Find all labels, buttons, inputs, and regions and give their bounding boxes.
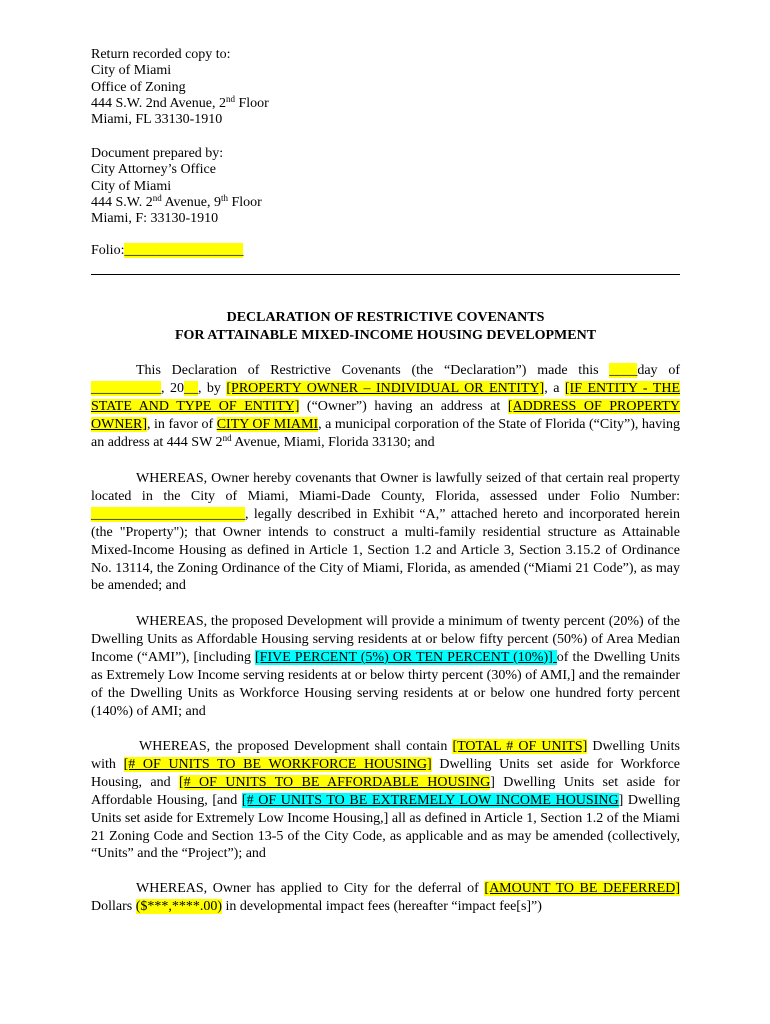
prepared-label: Document prepared by: — [91, 146, 224, 161]
whereas-property-paragraph: WHEREAS, Owner hereby covenants that Owner is lawfully seized of that certain real property located in the City of Miami, Miami-Dade County, Florida, assessed under Folio Number: ______________________, legally described in Exhibit “A,” attached hereto and incorporated herein (the "Property"); that Owner intends to construct a multi-family residential structure as Attainable Mixed-Income Housing as defined in Article 1, Section 1.2 and Article 3, Section 3.15.2 of Ordinance No. 13114, the Zoning Ordinance of the City of Miami, Florida, as amended (“Miami 21 Code”), as may be amended; and — [91, 471, 680, 594]
whereas-impact-fee-paragraph: WHEREAS, Owner has applied to City for the deferral of [AMOUNT TO BE DEFERRED] Dollars ($***,****.00) in developmental impact fees (hereafter “impact fee[s]”) — [91, 881, 680, 914]
return-address-block — [91, 47, 269, 128]
return-city-zip: Miami, FL 33130-1910 — [91, 112, 223, 128]
owner-address-placeholder[interactable]: [ADDRESS OF PROPERTY OWNER] — [91, 398, 680, 432]
dollar-amount-placeholder[interactable]: ($***,****.00) — [135, 898, 223, 914]
prepared-office: City Attorney’s Office — [91, 162, 216, 178]
folio-label: Folio: — [91, 243, 125, 258]
folio-line — [91, 243, 243, 259]
extremely-low-percent-placeholder[interactable]: [FIVE PERCENT (5%) OR TEN PERCENT (10%)] — [255, 649, 557, 665]
whereas-units-paragraph: WHEREAS, the proposed Development shall contain [TOTAL # OF UNITS] Dwelling Units with [# OF UNITS TO BE WORKFORCE HOUSING] Dwelling Units set aside for Workforce Housing, and [# OF UNITS TO BE AFFORDABLE HOUSING] Dwelling Units set aside for Affordable Housing, [and [# OF UNITS TO BE EXTREMELY LOW INCOME HOUSING] Dwelling Units set aside for Extremely Low Income Housing,] all as defined in Article 1, Section 1.2 of the Miami 21 Zoning Code and Section 13-5 of the City Code, as applicable and as may be amended (collectively, “Units” and the “Project”); and — [91, 739, 681, 862]
return-street-address: 444 S.W. 2nd Avenue, 2nd Floor — [91, 93, 269, 111]
day-blank[interactable]: ____ — [609, 363, 638, 378]
folio-field[interactable]: _________________ — [124, 243, 244, 258]
document-title-line-1: DECLARATION OF RESTRICTIVE COVENANTS — [226, 310, 545, 325]
total-units-placeholder[interactable]: [TOTAL # OF UNITS] — [452, 739, 588, 754]
entity-type-placeholder[interactable]: [IF ENTITY - THE STATE AND TYPE OF ENTITY] — [91, 380, 681, 414]
property-owner-placeholder[interactable]: [PROPERTY OWNER – INDIVIDUAL OR ENTITY] — [226, 380, 545, 396]
deferred-amount-placeholder[interactable]: [AMOUNT TO BE DEFERRED] — [484, 881, 680, 896]
prepared-city-name: City of Miami — [91, 178, 172, 194]
folio-number-blank[interactable]: ______________________ — [91, 506, 245, 522]
city-of-miami-highlight: CITY OF MIAMI — [216, 416, 319, 432]
horizontal-rule — [91, 274, 680, 275]
month-blank[interactable]: __________ — [91, 380, 161, 396]
return-city-name: City of Miami — [91, 63, 172, 79]
workforce-units-placeholder[interactable]: [# OF UNITS TO BE WORKFORCE HOUSING] — [123, 756, 432, 772]
prepared-by-block — [91, 146, 262, 227]
return-label: Return recorded copy to: — [91, 47, 231, 62]
extremely-low-units-placeholder[interactable]: [# OF UNITS TO BE EXTREMELY LOW INCOME HOUSING — [241, 792, 619, 808]
year-blank[interactable]: __ — [183, 380, 198, 396]
prepared-street-address: 444 S.W. 2nd Avenue, 9th Floor — [91, 192, 262, 210]
whereas-affordable-paragraph: WHEREAS, the proposed Development will provide a minimum of twenty percent (20%) of the Dwelling Units as Affordable Housing serving residents at or below fifty percent (50%) of Area Median Income (“AMI”), [including [FIVE PERCENT (5%) OR TEN PERCENT (10%)] of the Dwelling Units as Extremely Low Income serving residents at or below thirty percent (30%) of AMI,] and the remainder of the Dwelling Units as Workforce Housing serving residents at or below one hundred forty percent (140%) of AMI; and — [91, 614, 681, 719]
declaration-paragraph: This Declaration of Restrictive Covenants (the “Declaration”) made this ____day of __________, 20__, by [PROPERTY OWNER – INDIVIDUAL OR ENTITY], a [IF ENTITY - THE STATE AND TYPE OF ENTITY] (“Owner”) having an address at [ADDRESS OF PROPERTY OWNER], in favor of CITY OF MIAMI, a municipal corporation of the State of Florida (“City”), having an address at 444 SW 2nd Avenue, Miami, Florida 33130; and — [91, 363, 681, 450]
prepared-city-zip: Miami, F: 33130-1910 — [91, 211, 219, 227]
document-title-line-2: FOR ATTAINABLE MIXED-INCOME HOUSING DEVELOPMENT — [174, 328, 597, 343]
affordable-units-placeholder[interactable]: [# OF UNITS TO BE AFFORDABLE HOUSING — [178, 774, 491, 790]
return-office: Office of Zoning — [91, 79, 186, 95]
